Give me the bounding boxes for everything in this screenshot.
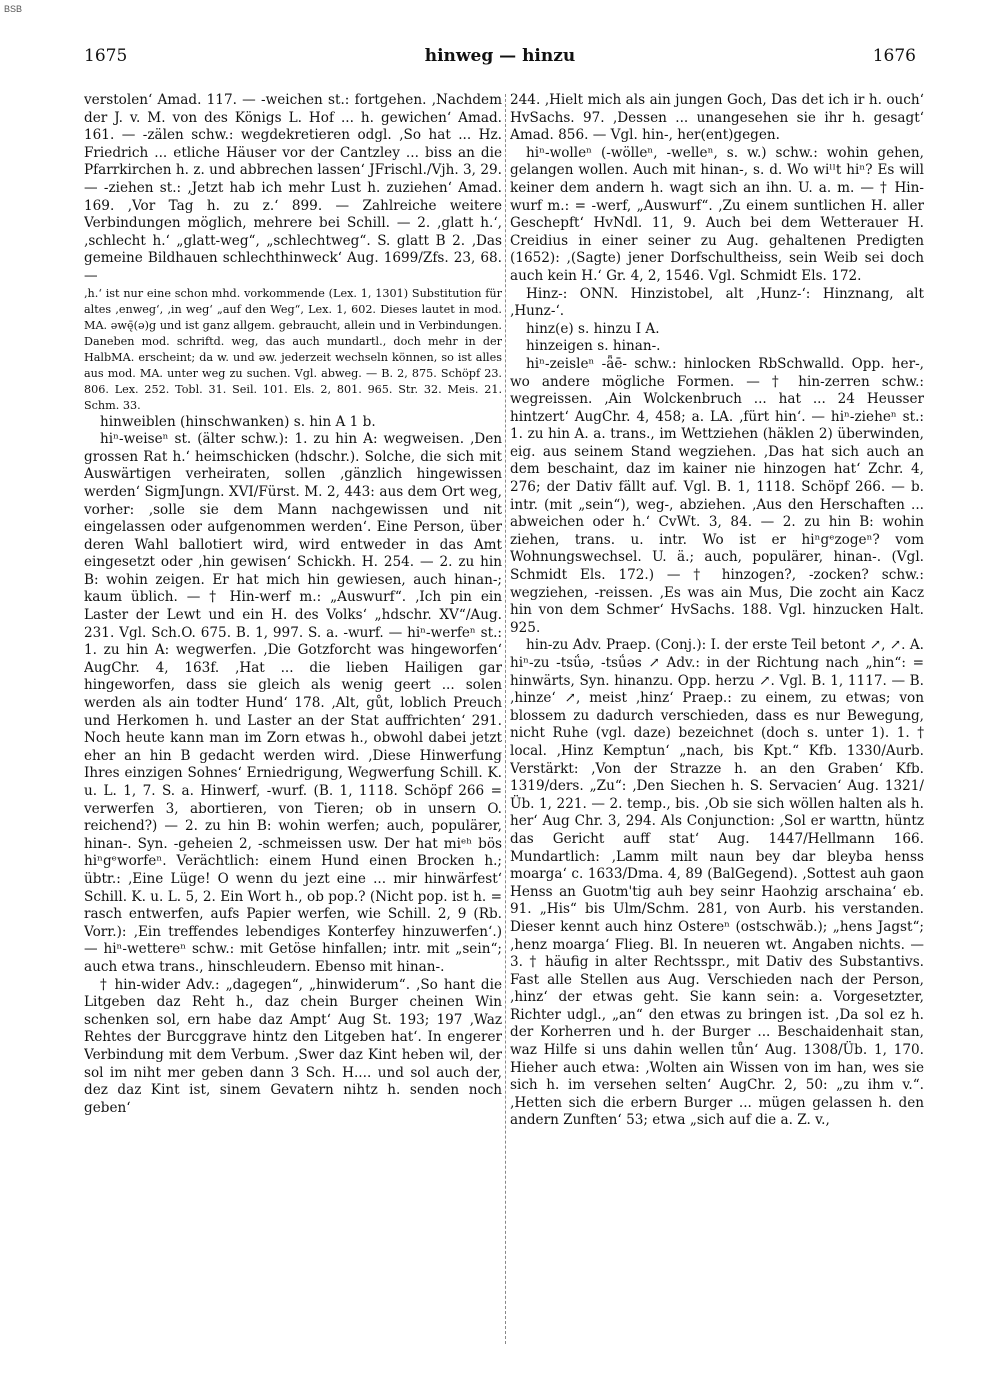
column-divider [505,94,506,1344]
entry-paragraph: hinweiblen (hinschwanken) s. hin A 1 b. [100,413,376,430]
right-column [510,92,924,1382]
entry-paragraph: hiⁿ-weiseⁿ st. (älter schw.): 1. zu hin A: wegweisen. ‚Den grossen Rat h.‘ heimschicken (hdschr.). Solche, die sich mit Auswärtigen verheiraten, sollen ‚gänzlich hingewissen werden‘ SigmJungn. XVI/Fürst. M. 2, 443: aus dem Ort weg, vorher: ‚solle sie dem Mann nachgewissen und nit eingelassen oder aufgenommen werden‘. Eine Person, über deren Wahl ballotiert wird, wird entweder in das Amt eingesetzt oder ‚hin gewisen‘ Schickh. H. 254. — 2. zu hin B: wohin zeigen. Er hat mich hin gewiesen, auch hinan-; kaum üblich. — † Hin-werf m.: „Auswurf“. ‚Ich pin ein Laster der Lewt und ein H. des Volks‘ „hdschr. XV“/Aug. 231. Vgl. Sch.O. 675. B. 1, 997. S. a. -wurf. — hiⁿ-werfeⁿ st.: 1. zu hin A: wegwerfen. ‚Die Gotzforcht was hingeworfen‘ AugChr. 4, 163f. ‚Hat ... die lieben Hailigen gar hingeworfen, dass sie gleich als wenig geert ... solen werden als ain todter Hund‘ 178. ‚Alt, gůt, loblich Preuch und Herkomen h. und Laster an der Stat auffrichten‘ 291. Noch heute kann man im Zorn etwas h., obwohl dabei jetzt eher an hin B gedacht werden wird. ‚Diese Hinwerfung Ihres einzigen Sohnes‘ Erniedrigung, Wegwerfung Schill. K. u. L. 1, 7. S. a. Hinwerf, -wurf. (B. 1, 1118. Schöpf 266 = verwerfen 3, abortieren, von Tieren; ob in unsern O. reichend?) — 2. zu hin B: wohin werfen; auch, populärer, hinan-. Syn. -geheien 2, -schmeissen usw. Der hat miᵉʰ bös hiⁿgᵉworfeⁿ. Verächtlich: einem Hund einen Brocken h.; übtr.: ‚Eine Lüge! O wenn du jezt eine ... mir hinwärfest‘ Schill. K. u. L. 5, 2. Ein Wort h., ob pop.? (Nicht pop. ist h. = rasch entwerfen, aufs Papier werfen, wie Schill. 2, 9 (Rb. Vorr.): ‚Ein treffendes lebendiges Konterfey hinzuwerfen‘.) — hiⁿ-wettereⁿ schw.: mit Getöse hinfallen; intr. mit „sein“; auch etwa trans., hinschleudern. Ebenso mit hinan-. [84,431,502,975]
entry-paragraph: † hin-wider Adv.: „dagegen“, „hinwiderum“. ‚So hant die Litgeben daz Reht h., daz chein Burger cheinen Win schenken sol, ern habe daz Ampt‘ Aug St. 193; 197 ‚Waz Rehtes der Burcggrave hintz den Litgeben hat‘. In engerer Verbindung mit dem Verbum. ‚Swer daz Kint heben wil, der sol im niht mer geben dann 3 Sch. H.... und sol auch der, dez daz Kint ist, sinem Gevatern nihtz h. senden noch geben‘ [84,976,502,1116]
library-stamp: BSB [4,4,23,14]
entry-paragraph: verstolen‘ Amad. 117. — -weichen st.: fortgehen. ‚Nachdem der J. v. M. von des Königs L. Hof ... h. gewichen‘ Amad. 161. — -zälen schw.: wegdekretieren odgl. ‚So hat ... Hz. Friedrich ... etliche Häuser vor der Cantzley ... biss an die Pfarrkirchen h. z. und abbrechen lassen‘ JFrischl./Vjh. 3, 29. — -ziehen st.: ‚Jetzt hab ich mehr Lust h. zuziehen‘ Amad. 169. ‚Vor Tag h. zu z.‘ 899. — Zahlreiche weitere Verbindungen möglich, mehrere bei Schill. — 2. ‚glatt h.‘, ‚schlecht h.‘ „glatt-weg“, „schlechtweg“. S. glatt B 2. ‚Das gemeine Bildhauen schlechthinweck‘ Aug. 1699/Zfs. 23, 68. — [84,92,502,284]
entry-paragraph: 244. ‚Hielt mich als ain jungen Goch, Das det ich ir h. ouch‘ HvSachs. 97. ‚Dessen ... unangesehen sie ihr h. gesagt‘ Amad. 856. — Vgl. hin-, her(ent)gegen. [510,92,924,144]
running-title: hinweg — hinzu [424,46,576,66]
entry-paragraph: hin-zu Adv. Praep. (Conj.): I. der erste Teil betont ↗, ↗. A. hiⁿ-zu -tsǘə, -tsǘəs ↗ Adv.: in der Richtung nach „hin“: = hinwärts, Syn. hinanzu. Opp. herzu ↗. Vgl. B. 1, 1117. — B. ‚hinze‘ ↗, meist ‚hinz‘ Praep.: zu einem, zu etwas; von blossem zu dadurch verschieden, dass es nur Bewegung, nicht Ruhe (vgl. daze) bezeichnet (doch s. unter 1). 1. † local. ‚Hinz Kemptun‘ „nach, bis Kpt.“ Kfb. 1330/Aurb. Verstärkt: ‚Von der Strazze h. an den Graben‘ Kfb. 1319/ders. „Zu“: ‚Den Siechen h. S. Servacien‘ Aug. 1321/Üb. 1, 221. — 2. temp., bis. ‚Ob sie sich wöllen halten als h. her‘ Aug Chr. 3, 294. Als Conjunction: ‚Sol er warttn, hüntz das Gericht auff stat‘ Aug. 1447/Hellmann 166. Mundartlich: ‚Lamm milt naun bey dar bleyba henss moarga‘ c. 1633/Dma. 4, 89 (BalGegend). ‚Sottest auh gaon Henss an Guotm'tig auh bey seinr Haohzig arschaina‘ eb. 91. „His“ bis Ulm/Schm. 281, von Aurb. his verstanden. Dieser kennt auch hinz Ostereⁿ (ostschwäb.); „hens Jagst“; ‚henz moarga‘ Flieg. Bl. In neueren wt. Angaben nichts. — 3. † häufig in alter Rechtsspr., mit Dativ des Substantivs. Fast alle Stellen aus Aug. Verschieden nach der Person, ‚hinz‘ der etwas geht. Sie kann sein: a. Vorgesetzter, Richter udgl., „an“ den etwas zu bringen ist. ‚Da sol ez h. der Korherren und h. der Burger ... Beschaidenhait stan, waz Hilfe si uns dahin wellen tůn‘ Aug. 1308/Üb. 1, 170. Hieher auch etwa: ‚Wolten ain Wissen von im han, wes sie sich h. im versehen selten‘ AugChr. 2, 50: „zu ihm v.“. ‚Hetten sich die erbern Burger ... mügen gelassen h. den andern Zunften‘ 53; etwa „sich auf die a. Z. v., [510,637,924,1129]
page-number-left: 1675 [84,46,128,66]
entry-paragraph: hiⁿ-wolleⁿ (-wölleⁿ, -welleⁿ, s. w.) schw.: wohin gehen, gelangen wollen. Auch mit hinan-, s. d. Wo wiˡˡt hiⁿ? Es will keiner dem andern h. wagt sich an ihn. U. a. m. — † Hin-wurf m.: = -werf, „Auswurf“. ‚Zu einem suntlichen H. aller Geschepft‘ HvNdl. 11, 9. Auch bei dem Wetterauer H. Creidius in einer seiner zu Aug. gehaltenen Predigten (1652): ‚(Sagte) jener Dorfschultheiss, sein Weib sei doch auch kein H.‘ Gr. 4, 2, 1546. Vgl. Schmidt Els. 172. [510,144,924,284]
entry-paragraph: hinzeigen s. hinan-. [526,338,661,355]
page-number-right: 1676 [872,46,916,66]
page-header [84,46,916,76]
left-column [84,92,502,1382]
entry-paragraph: hinz(e) s. hinzu I A. [526,320,660,337]
entry-paragraph: ‚h.‘ ist nur eine schon mhd. vorkommende (Lex. 1, 1301) Substitution für altes ‚enweg‘, ‚in weg‘ „auf den Weg“, Lex. 1, 602. Dieses lautet in mod. MA. əwę̄(ə)g und ist ganz allgem. gebraucht, allein und in Verbindungen. Daneben mod. schriftd. weg, das auch mundartl., doch mehr in der HalbMA. erscheint; da w. und əw. jederzeit wechseln können, so ist alles aus mod. MA. unter weg zu suchen. Vgl. abweg. — B. 2, 875. Schöpf 23. 806. Lex. 252. Tobl. 31. Seil. 101. Els. 2, 801. 965. Str. 32. Meis. 21. Schm. 33. [84,286,502,412]
entry-paragraph: Hinz-: ONN. Hinzistobel, alt ‚Hunz-‘: Hinznang, alt ‚Hunz-‘. [510,285,924,320]
entry-paragraph: hiⁿ-zeisleⁿ -ǟē- schw.: hinlocken RbSchwalld. Opp. her-, wo andere mögliche Formen. — † hin-zerren schw.: wegreissen. ‚Ain Wolckenbruch ... hat ... 24 Heusser hintzert‘ AugChr. 4, 458; a. LA. ‚fürt hin‘. — hiⁿ-zieheⁿ st.: 1. zu hin A. a. trans., im Wettziehen (häklen 2) überwinden, eig. aus seinem Stand wegziehen. ‚Das hat sich auch an dem beschaint, daz im kainer nie hinzogen hat‘ Zchr. 4, 276; der Dativ fällt auf. Vgl. B. 1, 1118. Schöpf 266. — b. intr. (mit „sein“), weg-, abziehen. ‚Aus den Herschaften ... abweichen oder h.‘ CvWt. 3, 84. — 2. zu hin B: wohin ziehen, trans. u. intr. Wo ist er hiⁿgᵉzogeⁿ? vom Wohnungswechsel. U. ä.; auch, populärer, hinan-. (Vgl. Schmidt Els. 172.) — † hinzogen?, -zocken? schw.: wegziehen, -reissen. ‚Es was ain Mus, Die zocht ain Kacz hin von dem Schmer‘ HvSachs. 188. Vgl. hinzucken Halt. 925. [510,355,924,636]
